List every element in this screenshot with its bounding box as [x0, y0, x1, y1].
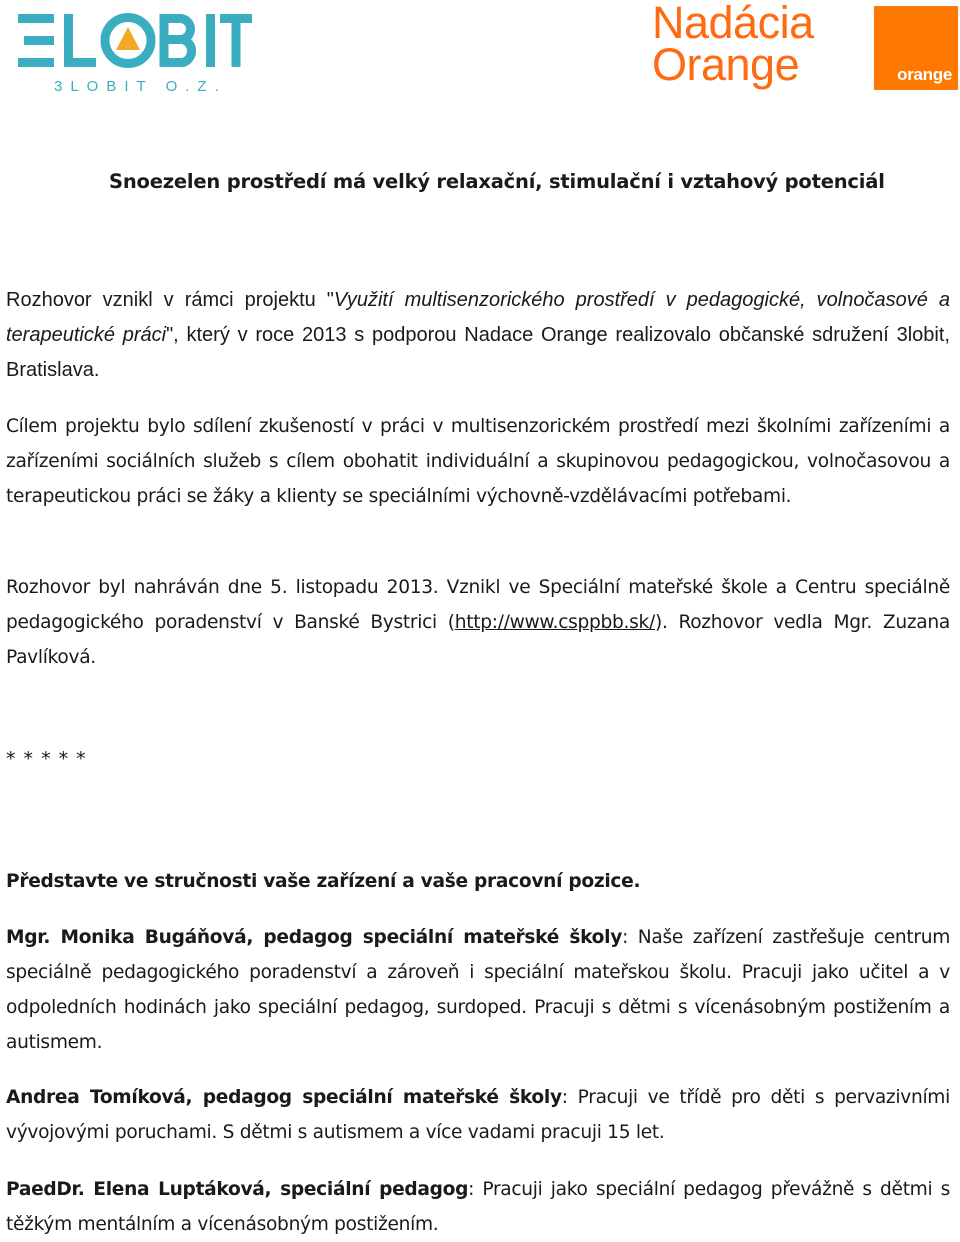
project-name: Využití multisenzorického prostředí v pedagogické, volnočasové a terapeutické práci — [6, 289, 951, 346]
logo-orange-label: orange — [897, 65, 952, 84]
document-title: Snoezelen prostředí má velký relaxační, stimulační i vztahový potenciál — [109, 170, 885, 193]
answer-text: : Pracuji ve třídě pro děti s pervazivními vývojovými poruchami. S dětmi s autismem a více vadami pracuji 15 let. — [6, 1087, 950, 1143]
answer-text: : Pracuji jako speciální pedagog převážně s dětmi s těžkým mentálním a vícenásobným postižením. — [6, 1179, 950, 1235]
logo-orange-square — [874, 6, 958, 90]
logo-3lobit-subtitle: 3LOBIT O.Z. — [54, 78, 227, 95]
answer-buganova — [6, 920, 950, 1060]
recording-text-2: ). Rozhovor vedla Mgr. Zuzana Pavlíková. — [6, 612, 950, 668]
recording-text-1: Rozhovor byl nahráván dne 5. listopadu 2013. Vznikl ve Speciální mateřské škole a Centru speciálně pedagogického poradenství v Banské Bystrici ( — [6, 577, 950, 633]
speaker-name: PaedDr. Elena Luptáková, speciální pedagog — [6, 1179, 469, 1200]
answer-text: : Naše zařízení zastřešuje centrum speciálně pedagogického poradenství a zároveň i speciální mateřskou školu. Pracuji jako učitel a v odpoledních hodinách jako speciální pedagog, surdoped. Pracuji s dětmi s vícenásobným postižením a autismem. — [6, 927, 951, 1053]
speaker-name: Mgr. Monika Bugáňová, pedagog speciální mateřské školy — [6, 927, 623, 948]
interview-question: Představte ve stručnosti vaše zařízení a vaše pracovní pozice. — [6, 871, 641, 892]
speaker-name: Andrea Tomíková, pedagog speciální mateřské školy — [6, 1087, 562, 1108]
answer-tomikova — [6, 1080, 950, 1150]
intro-text-1: Rozhovor vznikl v rámci projektu " — [6, 289, 334, 311]
section-separator: * * * * * — [6, 748, 87, 770]
csppbb-link[interactable]: http://www.csppbb.sk/ — [454, 612, 655, 633]
logo-3lobit-wordmark — [16, 10, 252, 72]
recording-paragraph — [6, 570, 950, 675]
logo-nadacia-orange — [652, 2, 842, 100]
goal-paragraph: Cílem projektu bylo sdílení zkušeností v práci v multisenzorickém prostředí mezi školními zařízeními a zařízeními sociálních služeb s cílem obohatit individuální a skupinovou pedagogickou, volnočasovou a terapeutickou práci se žáky a klienty se speciálními výchovně-vzdělávacími potřebami. — [6, 416, 950, 507]
intro-text-2: ", který v roce 2013 s podporou Nadace Orange realizovalo občanské sdružení 3lobit, Bratislava. — [6, 324, 950, 381]
logo-nadacia-line1: Nadácia — [652, 0, 814, 48]
answer-luptakova — [6, 1172, 950, 1242]
logo-3lobit — [16, 10, 256, 100]
logo-nadacia-line2: Orange — [652, 39, 800, 90]
intro-paragraph — [6, 283, 950, 388]
